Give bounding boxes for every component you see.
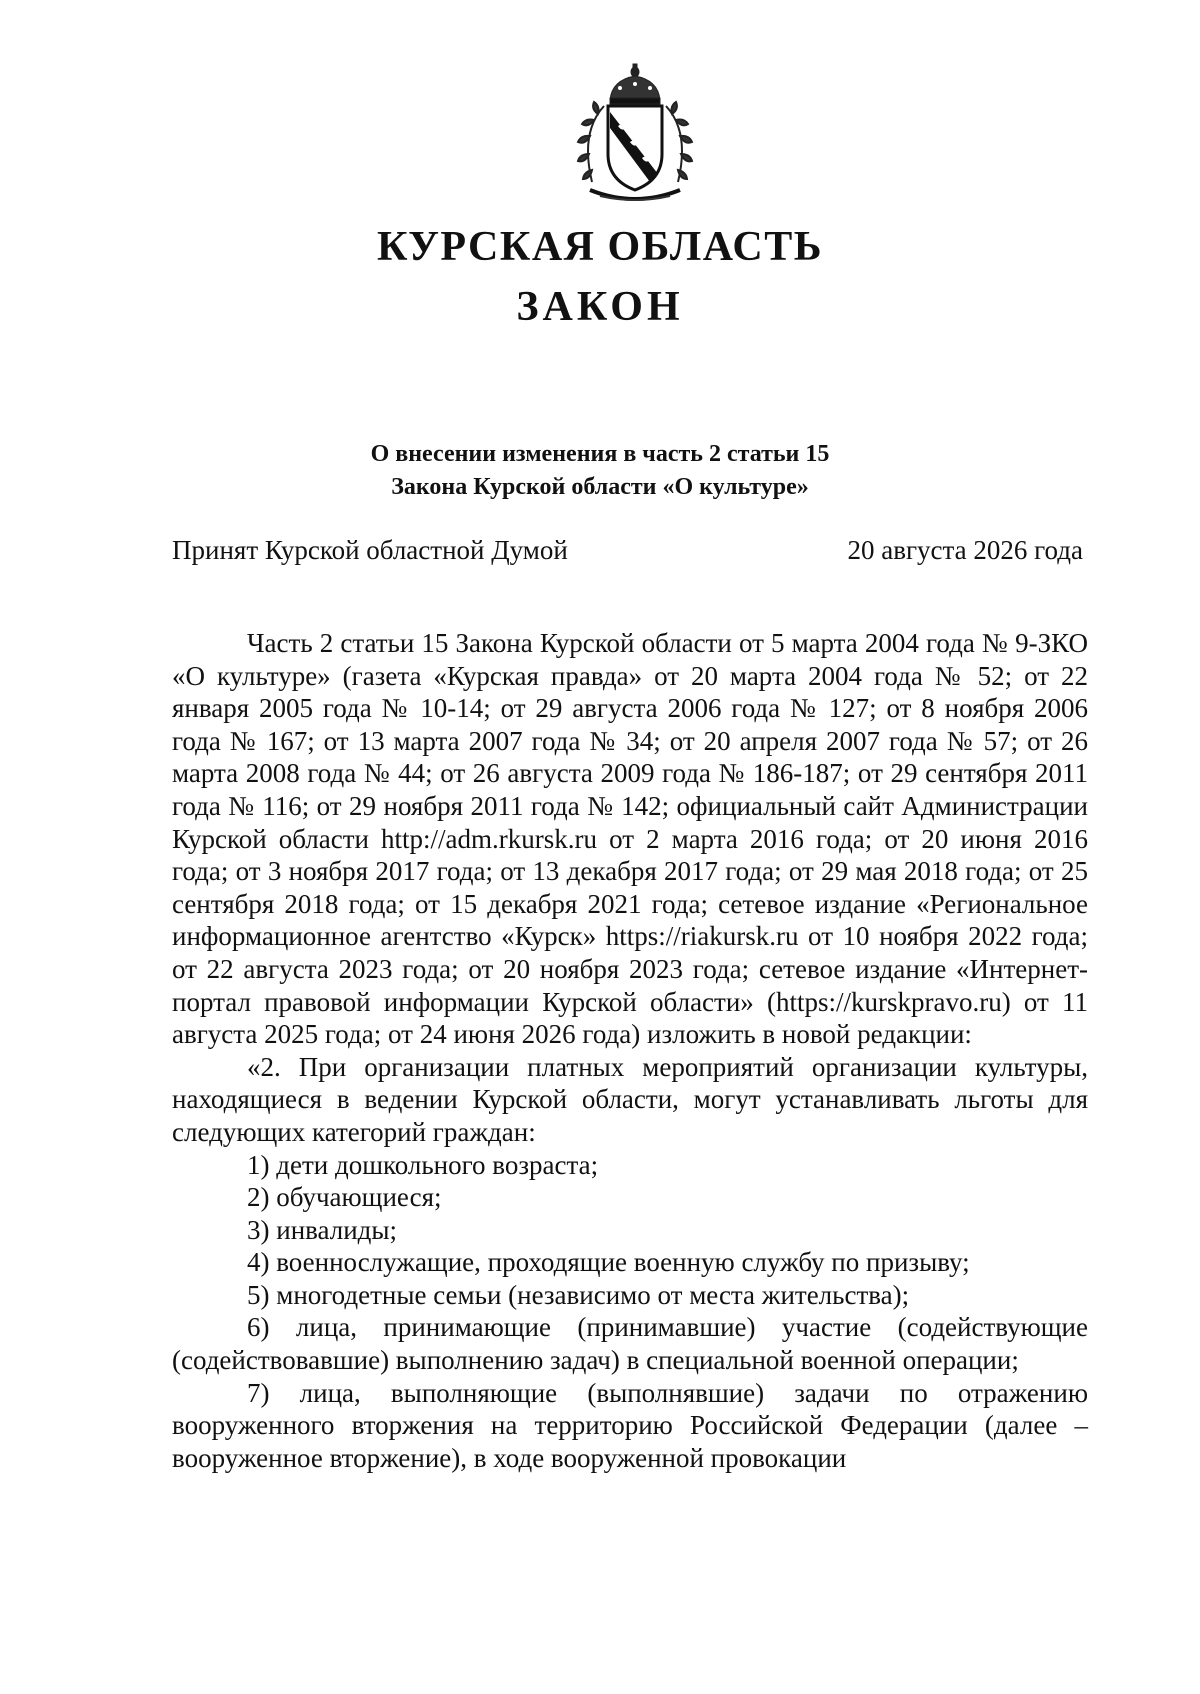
list-item: 3) инвалиды; [247, 1214, 398, 1245]
list-item: 4) военнослужащие, проходящие военную службу по призыву; [247, 1247, 970, 1278]
clause-paragraph: «2. При организации платных мероприятий организации культуры, находящиеся в ведении Курской области, могут устанавливать льготы для следующих категорий граждан: [172, 1051, 1088, 1147]
list-item: 2) обучающиеся; [247, 1182, 442, 1213]
list-item: 7) лица, выполняющие (выполнявшие) задачи по отражению вооруженного вторжения на территорию Российской Федерации (далее – вооруженное вторжение), в ходе вооруженной провокации [172, 1377, 1088, 1473]
adoption-date: 20 августа 2026 года [847, 535, 1083, 565]
law-body [172, 627, 1088, 1474]
region-name: КУРСКАЯ ОБЛАСТЬ [376, 224, 824, 270]
law-title-line-1: О внесении изменения в часть 2 статьи 15 [370, 441, 830, 467]
adopted-by: Принят Курской областной Думой [172, 535, 568, 565]
document-type: ЗАКОН [516, 284, 684, 330]
intro-paragraph: Часть 2 статьи 15 Закона Курской области от 5 марта 2004 года № 9-ЗКО «О культуре» (газета «Курская правда» от 20 марта 2004 года № 52; от 22 января 2005 года № 10-14; от 29 августа 2006 года № 127; от 8 ноября 2006 года № 167; от 13 марта 2007 года № 34; от 20 апреля 2007 года № 57; от 26 марта 2008 года № 44; от 26 августа 2009 года № 186-187; от 29 сентября 2011 года № 116; от 29 ноября 2011 года № 142; официальный сайт Администрации Курской области http://adm.rkursk.ru от 2 марта 2016 года; от 20 июня 2016 года; от 3 ноября 2017 года; от 13 декабря 2017 года; от 29 мая 2018 года; от 25 сентября 2018 года; от 15 декабря 2021 года; сетевое издание «Региональное информационное агентство «Курск» https://riakursk.ru от 10 ноября 2022 года; от 22 августа 2023 года; от 20 ноября 2023 года; сетевое издание «Интернет-портал правовой информации Курской области» (https://kurskpravo.ru) от 11 августа 2025 года; от 24 июня 2026 года) изложить в новой редакции: [172, 628, 1088, 1050]
law-title-line-2: Закона Курской области «О культуре» [391, 474, 809, 500]
adoption-row [172, 533, 1083, 567]
kursk-coat-of-arms-icon [570, 62, 700, 208]
list-item: 5) многодетные семьи (независимо от места жительства); [247, 1279, 910, 1310]
law-title [0, 438, 1200, 504]
list-item: 1) дети дошкольного возраста; [247, 1149, 599, 1180]
list-item: 6) лица, принимающие (принимавшие) участие (содействующие (содействовавшие) выполнению задач) в специальной военной операции; [172, 1312, 1088, 1376]
